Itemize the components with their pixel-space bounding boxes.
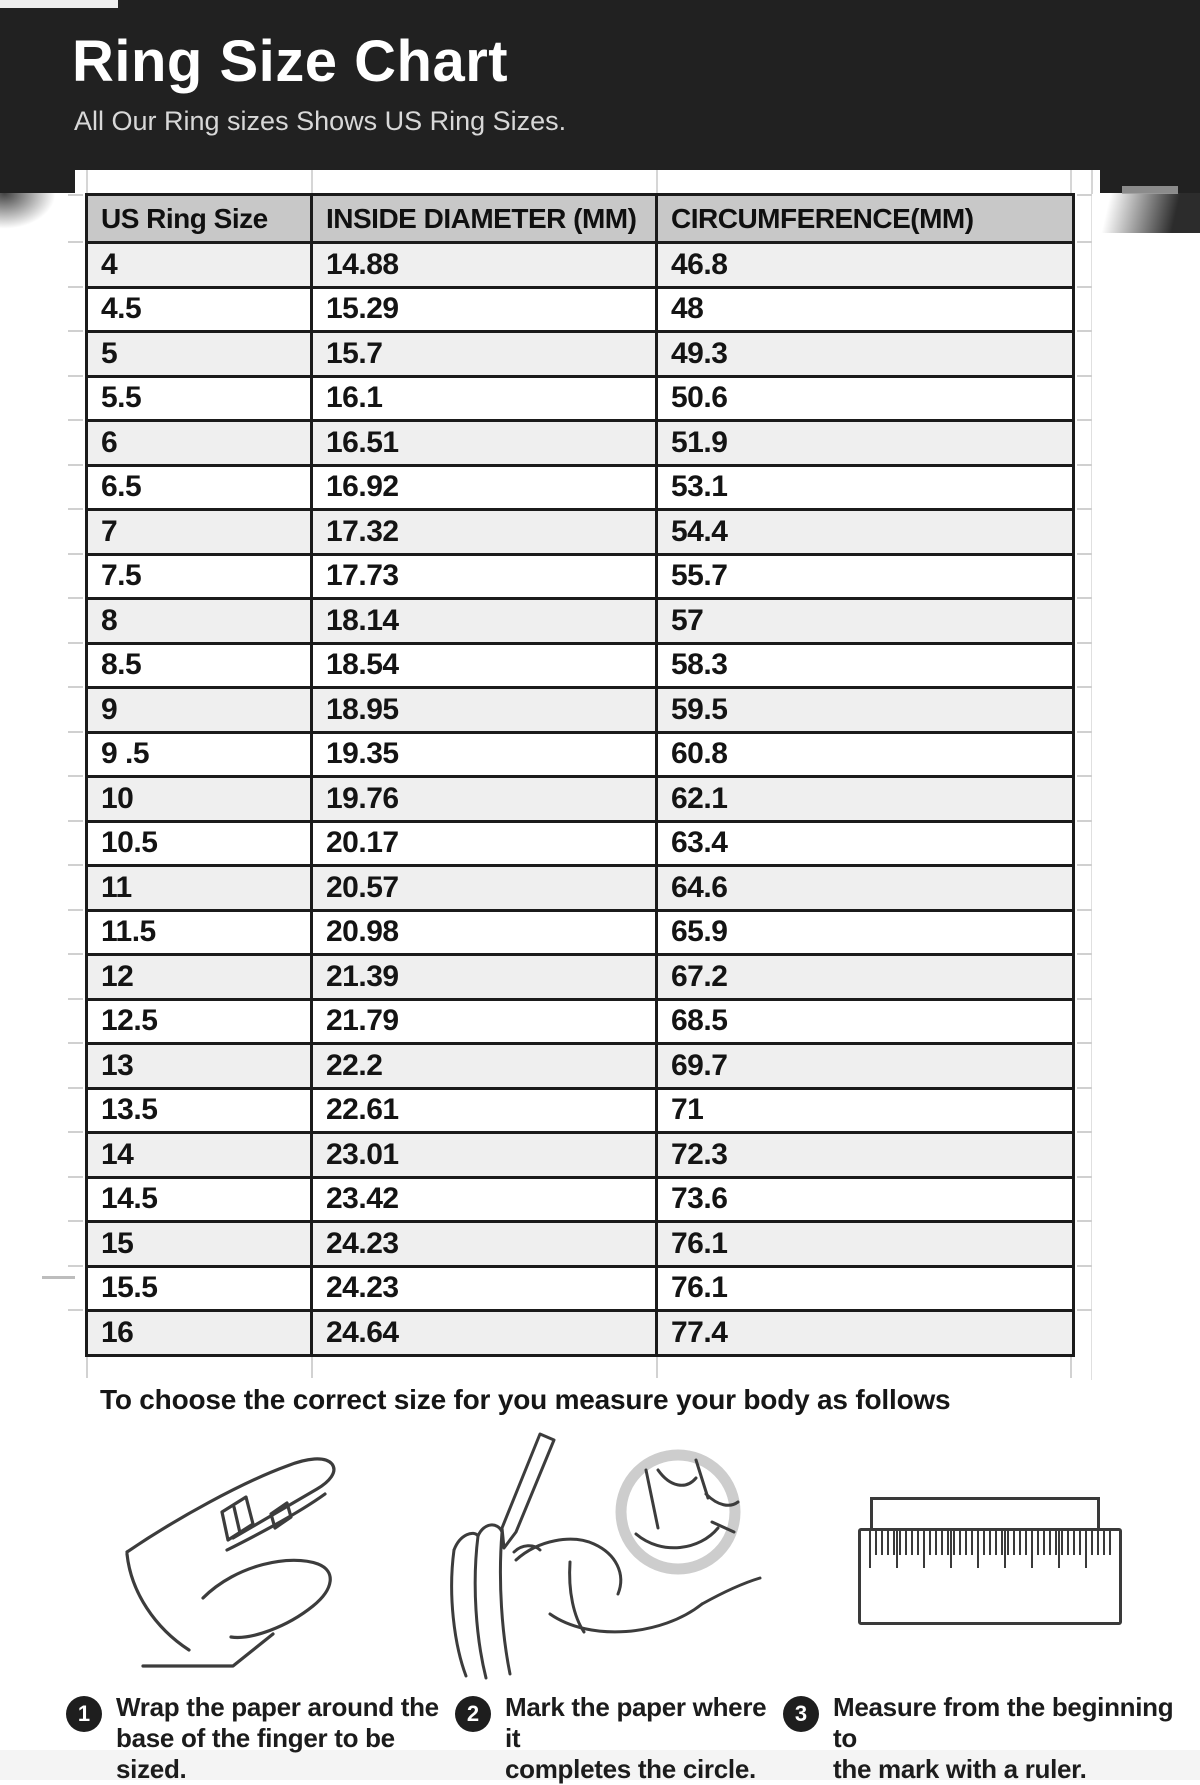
- circumference-cell: 60.8: [671, 737, 728, 771]
- inside-diameter-cell: 22.2: [313, 1045, 658, 1087]
- inside-diameter-cell: 17.73: [313, 556, 658, 598]
- gridline-stub: [86, 170, 88, 194]
- table-row: [88, 686, 1072, 731]
- inside-diameter-cell: 23.01: [313, 1134, 658, 1176]
- circumference-cell: 59.5: [671, 692, 728, 726]
- us-size-cell: 6: [88, 422, 313, 464]
- table-row: [88, 508, 1072, 553]
- circumference-cell: 57: [671, 603, 704, 637]
- circumference-cell: 76.1: [671, 1226, 728, 1260]
- inside-diameter-cell: 18.14: [313, 600, 658, 642]
- step-3-line2: the mark with a ruler.: [833, 1754, 1087, 1784]
- inside-diameter-cell: 16.92: [313, 467, 658, 509]
- inside-diameter-cell: 24.23: [313, 1223, 658, 1265]
- circumference-cell: 49.3: [671, 336, 728, 370]
- inside-diameter-cell: 20.98: [313, 912, 658, 954]
- inside-diameter-cell: 16.51: [313, 422, 658, 464]
- page-subtitle: All Our Ring sizes Shows US Ring Sizes.: [74, 106, 567, 136]
- inside-diameter-cell: 21.39: [313, 956, 658, 998]
- circumference-cell: 64.6: [671, 870, 728, 904]
- step-1: [66, 1692, 456, 1785]
- inside-diameter-cell: 23.42: [313, 1179, 658, 1221]
- inside-diameter-cell: 20.57: [313, 867, 658, 909]
- inside-diameter-cell: 19.76: [313, 778, 658, 820]
- table-body: [88, 241, 1072, 1354]
- circumference-cell: 77.4: [671, 1315, 728, 1349]
- circumference-cell: 62.1: [671, 781, 728, 815]
- band-top-sliver: [0, 0, 118, 8]
- table-row: [88, 1087, 1072, 1132]
- us-size-cell: 12.5: [88, 1001, 313, 1043]
- table-row: [88, 330, 1072, 375]
- step-3: [783, 1692, 1178, 1785]
- step-2: [455, 1692, 785, 1785]
- inside-diameter-cell: 15.7: [313, 333, 658, 375]
- us-size-cell: 16: [88, 1312, 313, 1354]
- band-fold-left-shadow: [0, 193, 56, 229]
- us-size-cell: 4: [88, 244, 313, 286]
- gridline-stub: [311, 1356, 313, 1378]
- us-size-cell: 13: [88, 1045, 313, 1087]
- us-size-cell: 9: [88, 689, 313, 731]
- paper-strip-icon: [870, 1497, 1100, 1531]
- us-size-cell: 7: [88, 511, 313, 553]
- us-size-cell: 5: [88, 333, 313, 375]
- table-row: [88, 998, 1072, 1043]
- inside-diameter-cell: 20.17: [313, 823, 658, 865]
- inside-diameter-cell: 21.79: [313, 1001, 658, 1043]
- table-row: [88, 775, 1072, 820]
- table-row: [88, 864, 1072, 909]
- inside-diameter-cell: 24.64: [313, 1312, 658, 1354]
- us-size-cell: 10.5: [88, 823, 313, 865]
- hand-mark-pencil-icon: [450, 1432, 795, 1682]
- step-2-badge: 2: [455, 1696, 491, 1732]
- table-row: [88, 375, 1072, 420]
- circumference-cell: 50.6: [671, 381, 728, 415]
- circumference-cell: 55.7: [671, 559, 728, 593]
- inside-diameter-cell: 19.35: [313, 734, 658, 776]
- step-3-badge: 3: [783, 1696, 819, 1732]
- table-row: [88, 1309, 1072, 1354]
- hand-wrap-paper-icon: [115, 1450, 410, 1685]
- us-size-cell: 14: [88, 1134, 313, 1176]
- inside-diameter-cell: 22.61: [313, 1090, 658, 1132]
- circumference-cell: 58.3: [671, 648, 728, 682]
- us-size-cell: 6.5: [88, 467, 313, 509]
- us-size-cell: 15.5: [88, 1268, 313, 1310]
- table-row: [88, 909, 1072, 954]
- us-size-cell: 4.5: [88, 289, 313, 331]
- circumference-cell: 67.2: [671, 959, 728, 993]
- table-row: [88, 286, 1072, 331]
- circumference-cell: 63.4: [671, 826, 728, 860]
- circumference-cell: 46.8: [671, 247, 728, 281]
- table-row: [88, 1265, 1072, 1310]
- table-row: [88, 1042, 1072, 1087]
- circumference-cell: 53.1: [671, 470, 728, 504]
- step-1-line2: base of the finger to be sized.: [116, 1723, 395, 1784]
- circumference-cell: 68.5: [671, 1004, 728, 1038]
- ruler-icon: [858, 1528, 1122, 1625]
- circumference-cell: 54.4: [671, 514, 728, 548]
- table-row: [88, 419, 1072, 464]
- table-row: [88, 241, 1072, 286]
- band-fold-notch: [1122, 186, 1178, 194]
- page-title: Ring Size Chart: [72, 29, 509, 94]
- gridline-stub: [1070, 1356, 1072, 1378]
- us-size-cell: 11.5: [88, 912, 313, 954]
- step-1-text: [116, 1692, 456, 1785]
- gridline-stub: [656, 1356, 658, 1378]
- magnifier-circle: [621, 1455, 735, 1569]
- us-size-cell: 10: [88, 778, 313, 820]
- step-1-badge: 1: [66, 1696, 102, 1732]
- step-2-text: [505, 1692, 785, 1785]
- us-size-cell: 8: [88, 600, 313, 642]
- circumference-cell: 71: [671, 1093, 704, 1127]
- inside-diameter-cell: 15.29: [313, 289, 658, 331]
- step-1-line1: Wrap the paper around the: [116, 1692, 439, 1722]
- inside-diameter-cell: 14.88: [313, 244, 658, 286]
- us-size-cell: 14.5: [88, 1179, 313, 1221]
- gridline-stub: [311, 170, 313, 194]
- table-row: [88, 731, 1072, 776]
- inside-diameter-cell: 18.95: [313, 689, 658, 731]
- step-3-text: [833, 1692, 1178, 1785]
- us-size-cell: 9 .5: [88, 734, 313, 776]
- circumference-cell: 69.7: [671, 1048, 728, 1082]
- circumference-cell: 51.9: [671, 425, 728, 459]
- column-header-us-ring-size: US Ring Size: [88, 196, 313, 241]
- us-size-cell: 11: [88, 867, 313, 909]
- table-header-row: [88, 196, 1072, 241]
- table-row: [88, 1220, 1072, 1265]
- table-row: [88, 597, 1072, 642]
- circumference-cell: 65.9: [671, 915, 728, 949]
- gridline-stub: [1070, 170, 1072, 194]
- circumference-cell: 72.3: [671, 1137, 728, 1171]
- step-2-line2: completes the circle.: [505, 1754, 756, 1784]
- table-row: [88, 1131, 1072, 1176]
- ruler-fine-ticks: [869, 1531, 1111, 1555]
- column-header-circumference: CIRCUMFERENCE(MM): [671, 202, 974, 234]
- us-size-cell: 7.5: [88, 556, 313, 598]
- ring-size-table: [85, 193, 1075, 1357]
- inside-diameter-cell: 16.1: [313, 378, 658, 420]
- gridline-stub: [656, 170, 658, 194]
- step-3-line1: Measure from the beginning to: [833, 1692, 1174, 1753]
- table-row: [88, 1176, 1072, 1221]
- circumference-cell: 48: [671, 292, 704, 326]
- gridline-dash: [42, 1276, 75, 1279]
- measure-intro-text: To choose the correct size for you measure your body as follows: [100, 1384, 951, 1415]
- inside-diameter-cell: 24.23: [313, 1268, 658, 1310]
- table-row: [88, 953, 1072, 998]
- table-row: [88, 553, 1072, 598]
- inside-diameter-cell: 17.32: [313, 511, 658, 553]
- us-size-cell: 5.5: [88, 378, 313, 420]
- gridline-stub: [1091, 170, 1093, 194]
- sheet-margin-strip: [75, 170, 1100, 194]
- table-row: [88, 464, 1072, 509]
- circumference-cell: 73.6: [671, 1182, 728, 1216]
- column-header-inside-diameter: INSIDE DIAMETER (MM): [313, 196, 658, 241]
- us-size-cell: 8.5: [88, 645, 313, 687]
- inside-diameter-cell: 18.54: [313, 645, 658, 687]
- step-2-line1: Mark the paper where it: [505, 1692, 767, 1753]
- us-size-cell: 13.5: [88, 1090, 313, 1132]
- table-row: [88, 820, 1072, 865]
- circumference-cell: 76.1: [671, 1271, 728, 1305]
- us-size-cell: 12: [88, 956, 313, 998]
- table-row: [88, 642, 1072, 687]
- us-size-cell: 15: [88, 1223, 313, 1265]
- gridline-stub: [86, 1356, 88, 1378]
